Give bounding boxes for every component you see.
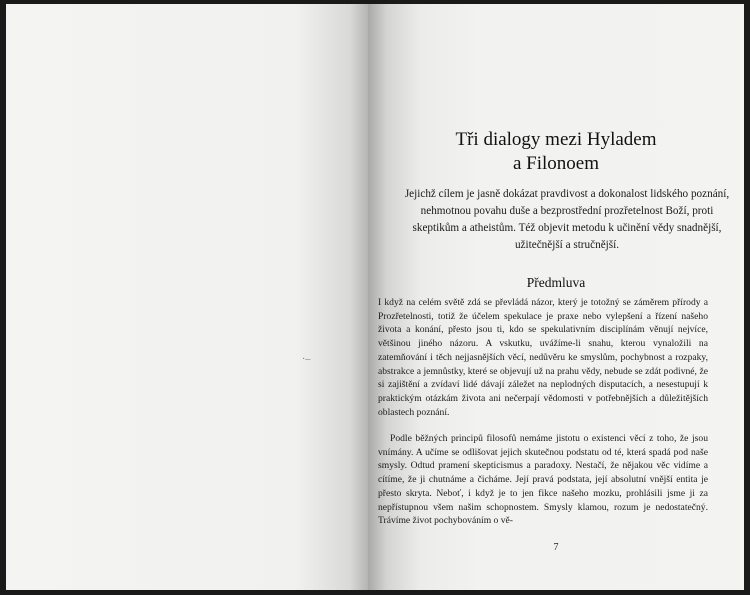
- title-line-2: a Filonoem: [512, 153, 600, 174]
- book-spread: [6, 4, 744, 590]
- preface-paragraph-2: Podle běžných principů filosofů nemáme jistotu o existenci věcí z toho, že jsou vnímány. A učíme se odlišovat jejich skutečnou podstatu od té, která spadá pod naše smysly. Odtud pramení skepticismus a paradoxy. Nestačí, že nějakou věc vidíme a cítíme, že ji chutnáme a čicháme. Její pravá podstata, její absolutní vnější entita je přesto skryta. Neboť, i když je to jen fikce našeho mozku, prohlásili jsme ji za nepřístupnou všem našim schopnostem. Smysly klamou, rozum je nedostatečný. Trávíme život pochybováním o vě-: [378, 433, 708, 527]
- dialogue-subtitle: Jejichž cílem je jasně dokázat pravdivost a dokonalost lidského poznání, nehmotnou povahu duše a bezprostřední prozřetelnost Boží, proti skeptikům a atheistům. Též objevit metodu k učinění vědy snadnější, užitečnější a stručnější.: [404, 188, 730, 251]
- dialogue-title: [368, 128, 744, 176]
- page-speck: ·–: [302, 354, 311, 365]
- right-page: [368, 4, 744, 590]
- section-heading-preface: Předmluva: [526, 275, 586, 290]
- preface-paragraph-1: I když na celém světě zdá se převládá názor, který je totožný se záměrem přírody a Prozřetelnosti, totiž že účelem spekulace je praxe nebo vylepšení a řízení našeho života a konání, přesto jsou ti, kdo se spekulativním disciplínám věnují nejvíce, většinou jiného názoru. A vskutku, uvážíme-li snahu, kterou vynaložili na zatemňování i těch nejjasnějších věcí, nedůvěru ke smyslům, pochybnost a rozpaky, abstrakce a jemnůstky, které se objevují už na prahu vědy, nebude se zdát podivné, že si zajištění a zvídaví lidé dávají záležet na neplodných disputacích, a nesestupují k praktickým otázkám života ani nečerpají vědomosti v potřebnějších a důležitějších oblastech poznání.: [378, 297, 708, 418]
- title-line-1: Tři dialogy mezi Hyladem: [455, 129, 657, 150]
- left-page-blank: [6, 4, 368, 590]
- page-number: 7: [553, 542, 559, 553]
